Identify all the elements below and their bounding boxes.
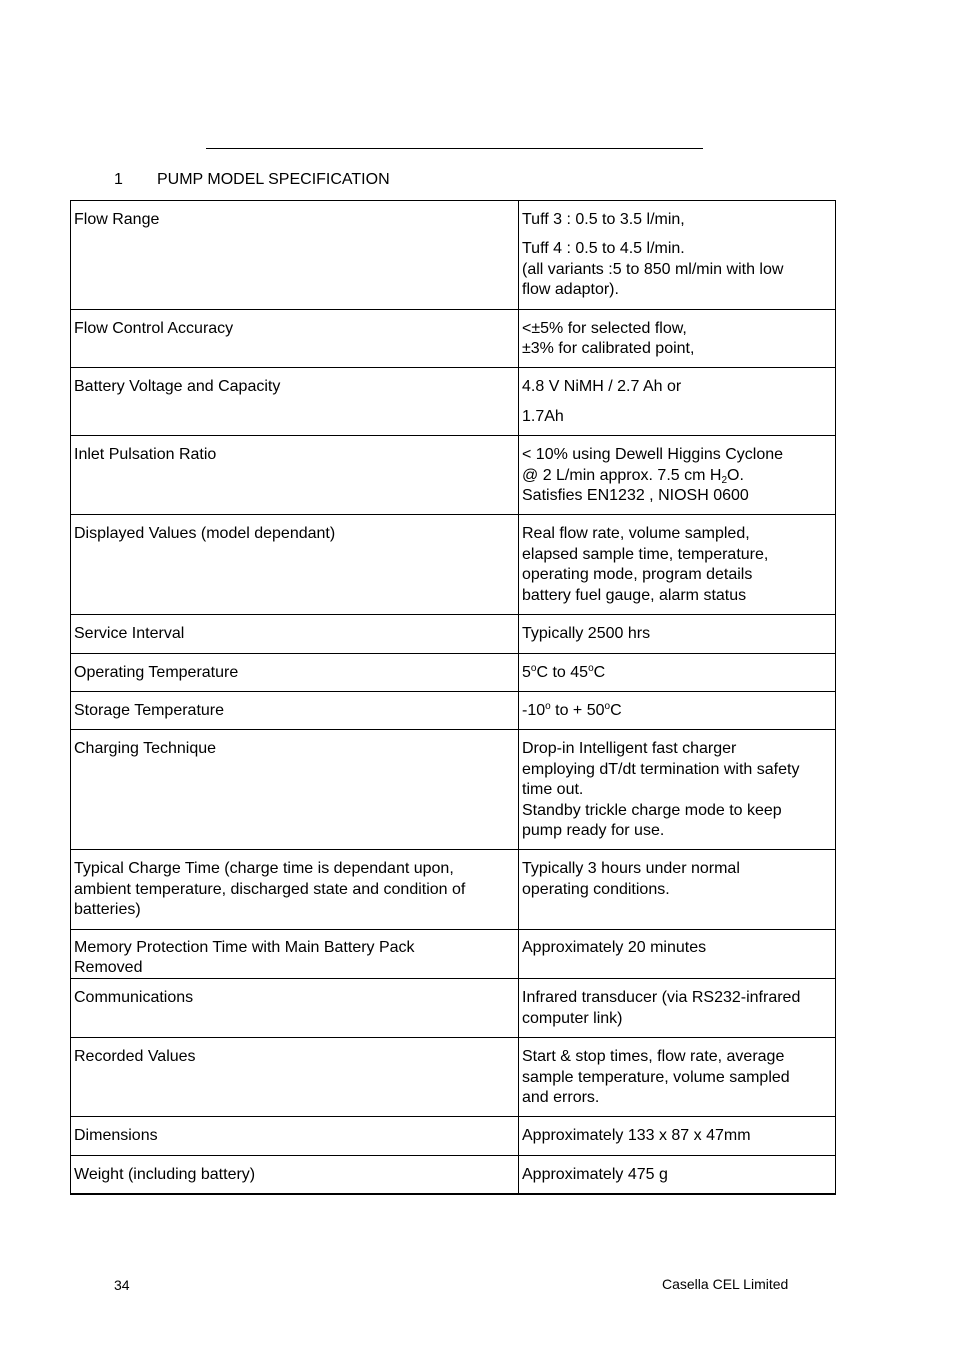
spec-label: Weight (including battery) [71, 1155, 519, 1194]
spec-label: Inlet Pulsation Ratio [71, 436, 519, 515]
spec-value: Approximately 475 g [519, 1155, 836, 1194]
table-row [71, 1117, 836, 1155]
spec-value: Approximately 20 minutes [519, 929, 836, 979]
spec-label: Communications [71, 979, 519, 1038]
spec-label: Displayed Values (model dependant) [71, 515, 519, 615]
spec-value: Typically 2500 hrs [519, 615, 836, 653]
header-rule [206, 148, 703, 149]
page-number: 34 [114, 1277, 130, 1293]
table-row [71, 1155, 836, 1194]
spec-label: Storage Temperature [71, 691, 519, 729]
spec-value: Real flow rate, volume sampled, elapsed sample time, temperature, operating mode, program details battery fuel gauge, alarm status [519, 515, 836, 615]
table-row [71, 730, 836, 850]
spec-value: Approximately 133 x 87 x 47mm [519, 1117, 836, 1155]
table-row [71, 368, 836, 436]
spec-value: Drop-in Intelligent fast charger employing dT/dt termination with safety time out. Standby trickle charge mode to keep pump ready for use. [519, 730, 836, 850]
table-row [71, 615, 836, 653]
table-row [71, 436, 836, 515]
spec-label: Recorded Values [71, 1038, 519, 1117]
spec-label: Flow Range [71, 201, 519, 310]
spec-label: Memory Protection Time with Main Battery Pack Removed [71, 929, 519, 979]
spec-value: Typically 3 hours under normal operating conditions. [519, 850, 836, 929]
table-row [71, 850, 836, 929]
spec-label: Battery Voltage and Capacity [71, 368, 519, 436]
spec-label: Service Interval [71, 615, 519, 653]
table-row [71, 201, 836, 310]
spec-value: 5$^o$C to 45$^o$C [519, 653, 836, 691]
table-row [71, 979, 836, 1038]
section-title: PUMP MODEL SPECIFICATION [157, 171, 390, 188]
spec-value: < 10% using Dewell Higgins Cyclone @ 2 L/min approx. 7.5 cm $H_2O$. Satisfies EN1232 , NIOSH 0600 [519, 436, 836, 515]
table-row [71, 309, 836, 368]
spec-label: Flow Control Accuracy [71, 309, 519, 368]
section-number: 1 [114, 171, 123, 188]
table-row [71, 653, 836, 691]
spec-label: Dimensions [71, 1117, 519, 1155]
spec-value: 4.8 V NiMH / 2.7 Ah or 1.7Ah [519, 368, 836, 436]
spec-value: Tuff 3 : 0.5 to 3.5 l/min, Tuff 4 : 0.5 to 4.5 l/min. (all variants :5 to 850 ml/min with low flow adaptor). [519, 201, 836, 310]
specification-table [70, 200, 836, 1195]
spec-label: Typical Charge Time (charge time is dependant upon, ambient temperature, discharged state and condition of batteries) [71, 850, 519, 929]
spec-label: Charging Technique [71, 730, 519, 850]
spec-value: -10$^o$ to + $50^oC$ [519, 691, 836, 729]
table-row [71, 1038, 836, 1117]
table-row [71, 691, 836, 729]
spec-value: <±5% for selected flow, ±3% for calibrated point, [519, 309, 836, 368]
table-row [71, 929, 836, 979]
spec-value: Infrared transducer (via RS232-infrared computer link) [519, 979, 836, 1038]
table-row [71, 515, 836, 615]
section-heading [114, 170, 390, 189]
footer-company: Casella CEL Limited [662, 1276, 789, 1292]
spec-label: Operating Temperature [71, 653, 519, 691]
spec-value: Start & stop times, flow rate, average sample temperature, volume sampled and errors. [519, 1038, 836, 1117]
